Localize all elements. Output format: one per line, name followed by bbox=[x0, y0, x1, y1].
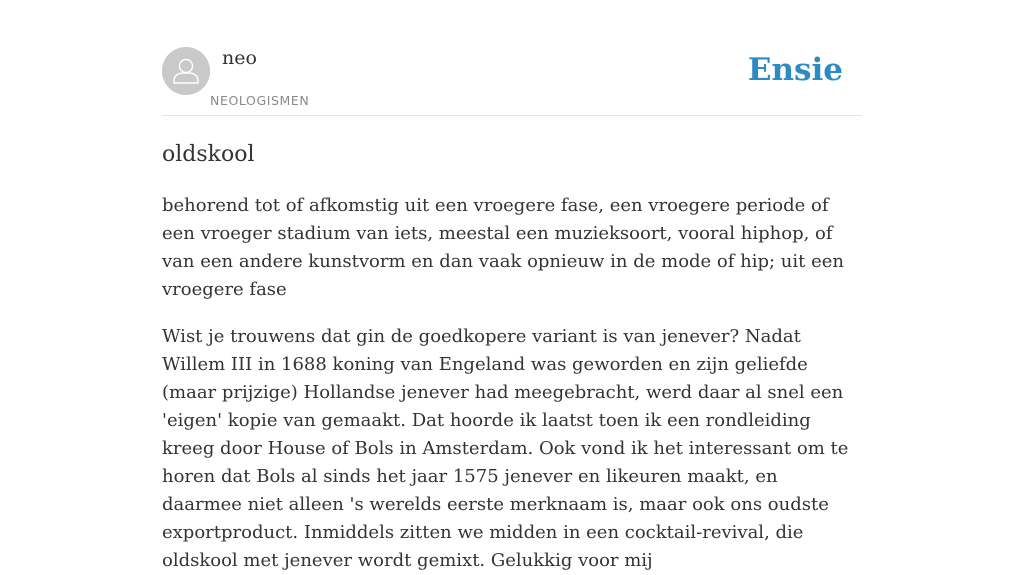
entry-container bbox=[162, 0, 862, 575]
entry-definition: behorend tot of afkomstig uit een vroegere fase, een vroegere periode of een vroeger stadium van iets, meestal een muzieksoort, vooral hiphop, of van een andere kunstvorm en dan vaak opnieuw in de mode of hip; uit een vroegere fase bbox=[162, 195, 845, 300]
user-icon bbox=[162, 47, 210, 95]
ensie-logo[interactable]: Ensie bbox=[747, 52, 843, 88]
entry-title: oldskool bbox=[162, 142, 255, 167]
author-avatar[interactable] bbox=[162, 47, 210, 95]
category-link[interactable]: NEOLOGISMEN bbox=[210, 93, 310, 108]
author-name[interactable]: neo bbox=[222, 47, 257, 69]
entry-header bbox=[162, 0, 862, 116]
entry-example: Wist je trouwens dat gin de goedkopere variant is van jenever? Nadat Willem III in 1688 koning van Engeland was geworden en zijn geliefde (maar prijzige) Hollandse jenever had meegebracht, werd daar al snel een 'eigen' kopie van gemaakt. Dat hoorde ik laatst toen ik een rondleiding kreeg door House of Bols in Amsterdam. Ook vond ik het interessant om te horen dat Bols al sinds het jaar 1575 jenever en likeuren maakt, en daarmee niet alleen 's werelds eerste merknaam is, maar ook ons oudste exportproduct. Inmiddels zitten we midden in een cocktail-revival, die oldskool met jenever wordt gemixt. Gelukkig voor mij bbox=[162, 326, 849, 571]
